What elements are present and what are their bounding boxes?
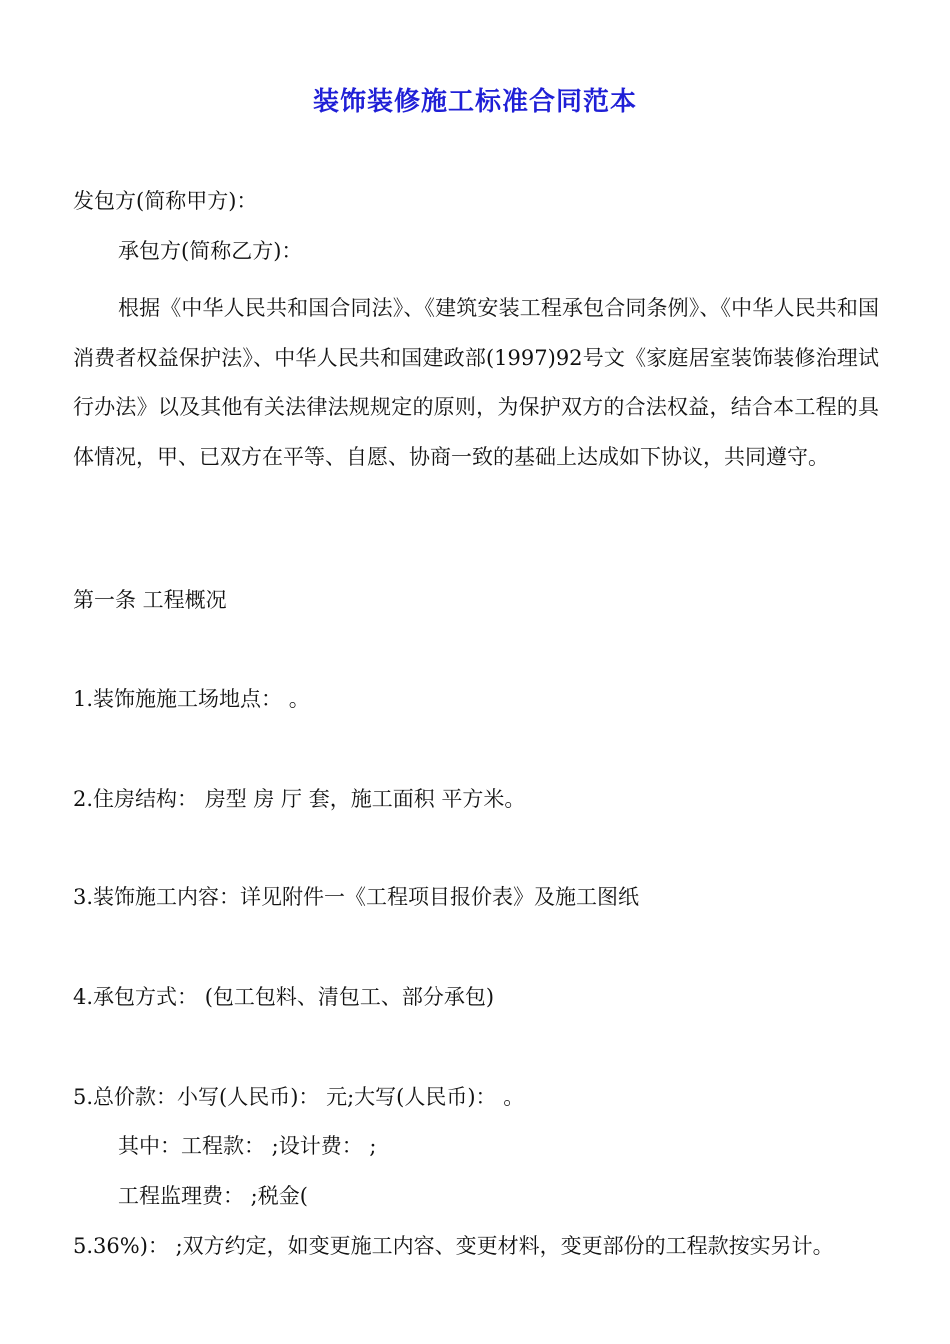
article-1-item-5: 5.总价款：小写(人民币)： 元;大写(人民币)： 。 [73, 1085, 525, 1109]
party-a-line: 发包方(简称甲方)： [73, 189, 258, 213]
article-1-item-4: 4.承包方式： (包工包料、清包工、部分承包) [73, 985, 495, 1009]
preamble-paragraph: 根据《中华人民共和国合同法》、《建筑安装工程承包合同条例》、《中华人民共和国消费者权益保护法》、中华人民共和国建政部(1997)92号文《家庭居室装饰装修治理试行办法》以及其他有关法律法规规定的原则，为保护双方的合法权益，结合本工程的具体情况，甲、已双方在平等、自愿、协商一致的基础上达成如下协议，共同遵守。 [73, 296, 879, 469]
article-1-item-2: 2.住房结构： 房型 房 厅 套，施工面积 平方米。 [73, 787, 526, 811]
article-1-item-3: 3.装饰施工内容：详见附件一《工程项目报价表》及施工图纸 [73, 885, 640, 909]
article-1-item-5-sub-2: 工程监理费： ;税金( [118, 1184, 308, 1208]
document-title: 装饰装修施工标准合同范本 [312, 87, 637, 117]
article-1-heading: 第一条 工程概况 [73, 588, 227, 612]
article-1-item-5-sub-3: 5.36%)： ;双方约定，如变更施工内容、变更材料，变更部份的工程款按实另计。 [73, 1234, 834, 1258]
article-1-item-5-sub-1: 其中：工程款： ;设计费： ; [118, 1134, 377, 1158]
article-1-item-1: 1.装饰施施工场地点： 。 [73, 687, 310, 711]
party-b-line: 承包方(简称乙方)： [118, 239, 303, 263]
